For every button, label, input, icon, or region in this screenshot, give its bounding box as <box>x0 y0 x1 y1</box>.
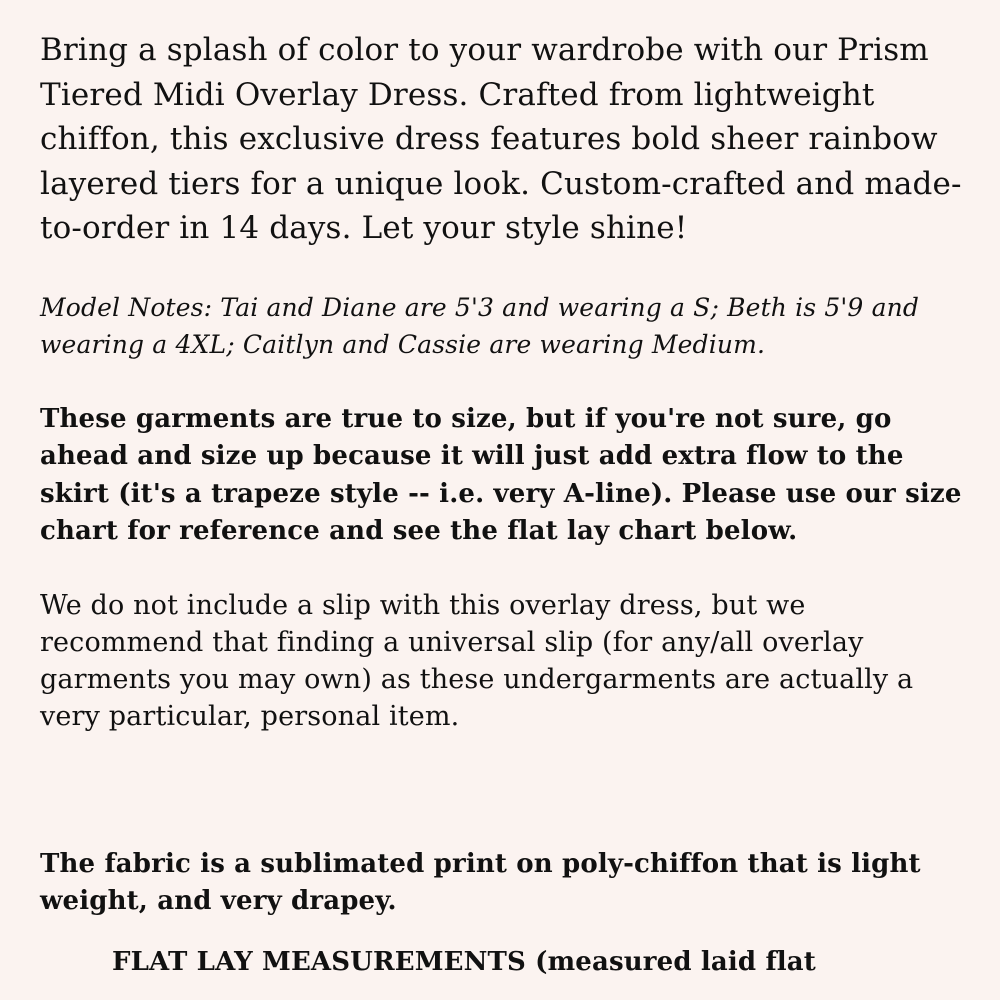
intro-paragraph: Bring a splash of color to your wardrobe with our Prism Tiered Midi Overlay Dress. Crafted from lightweight chiffon, this exclusive dress features bold sheer rainbow layered tiers for a unique look. Custom-crafted and made-to-order in 14 days. Let your style shine! <box>40 32 962 246</box>
slip-note: We do not include a slip with this overlay dress, but we recommend that finding a universal slip (for any/all overlay garments you may own) as these undergarments are actually a very particular, personal item. <box>40 589 914 732</box>
model-notes: Model Notes: Tai and Diane are 5'3 and wearing a S; Beth is 5'9 and wearing a 4XL; Caitlyn and Cassie are wearing Medium. <box>40 292 920 359</box>
fit-note: These garments are true to size, but if you're not sure, go ahead and size up because it will just add extra flow to the skirt (it's a trapeze style -- i.e. very A-line). Please use our size chart for reference and see the flat lay chart below. <box>40 403 962 546</box>
description-content <box>40 28 970 981</box>
fabric-note: The fabric is a sublimated print on poly-chiffon that is light weight, and very drapey. <box>40 848 921 916</box>
flat-lay-heading: FLAT LAY MEASUREMENTS (measured laid flat <box>112 946 816 977</box>
